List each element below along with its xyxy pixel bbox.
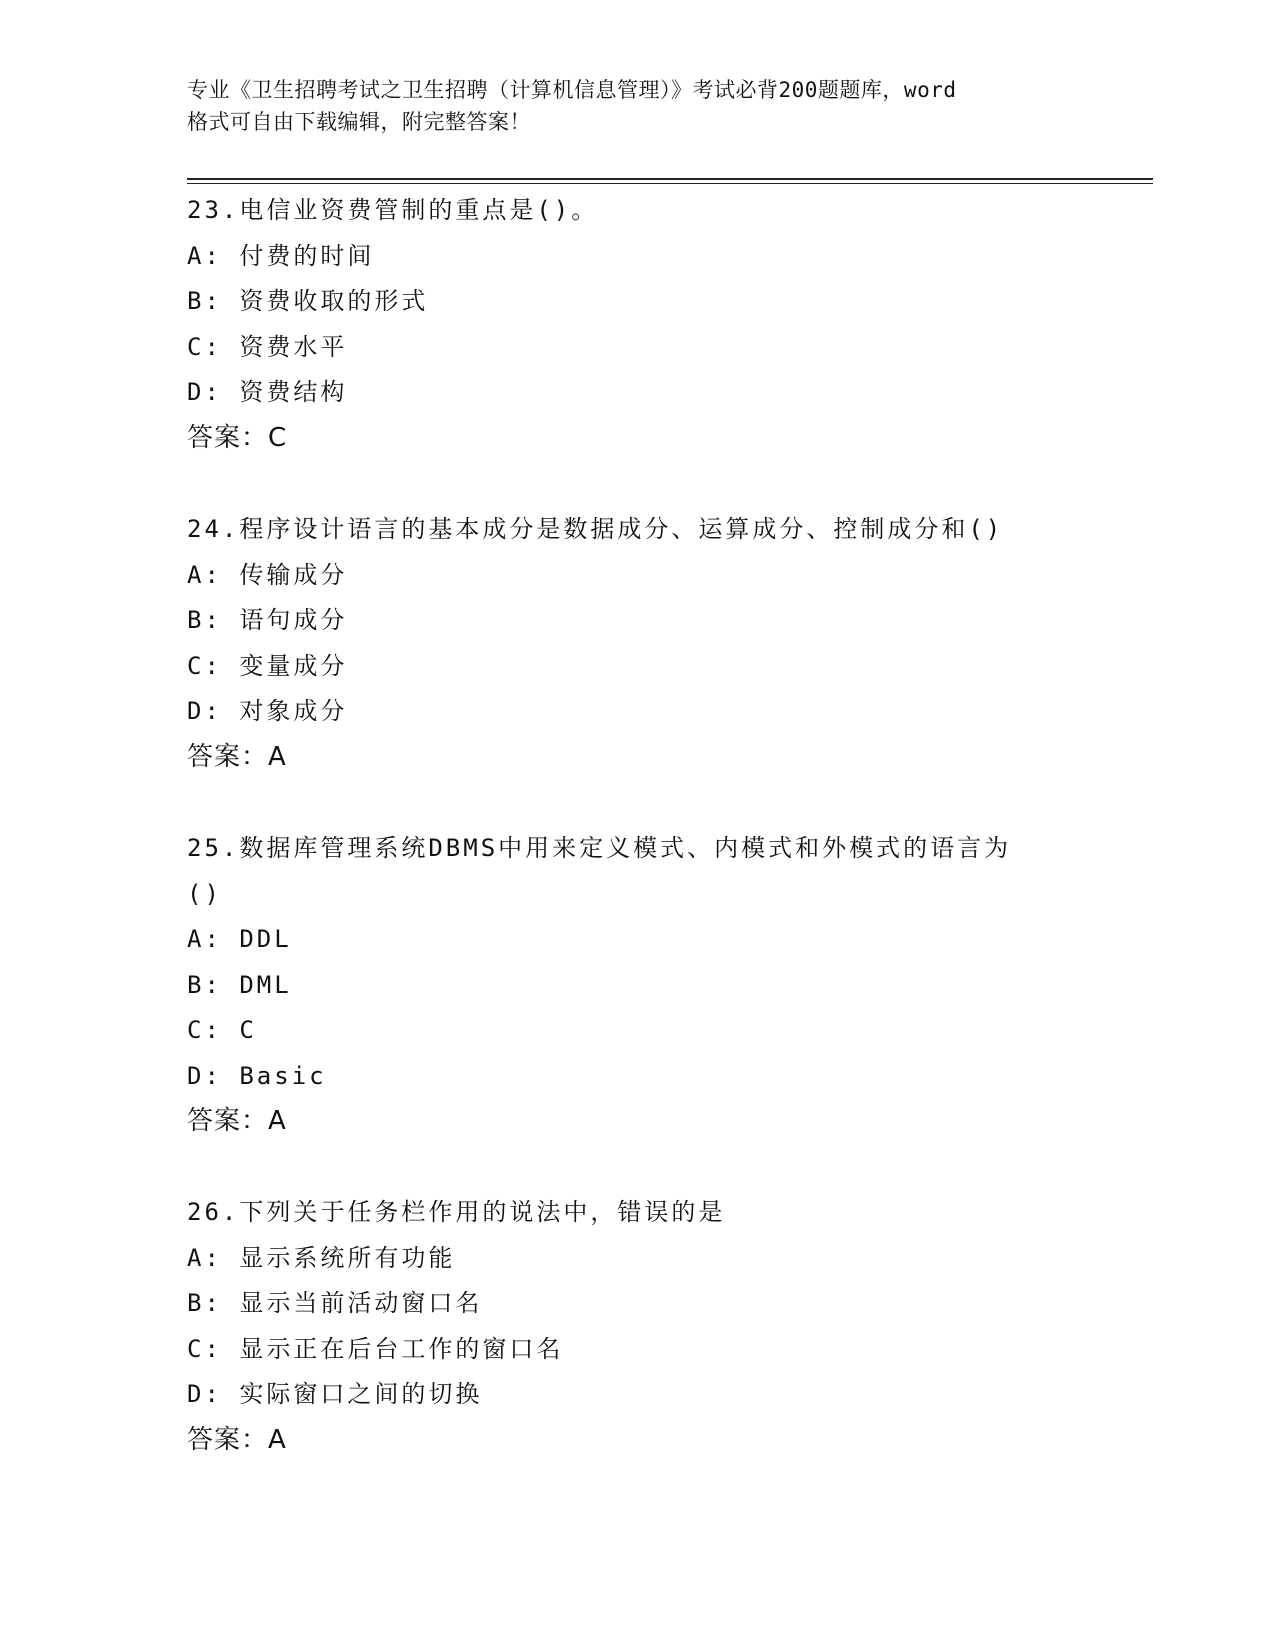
header-line-1: 专业《卫生招聘考试之卫生招聘（计算机信息管理）》考试必背200题题库，word [187,78,957,102]
answer: 答案：A [187,741,287,772]
option-a: A: 付费的时间 [187,241,375,270]
header-divider-thin [187,183,1153,184]
option-c: C: 显示正在后台工作的窗口名 [187,1334,564,1363]
question-25 [187,826,1087,1145]
question-stem: 26.下列关于任务栏作用的说法中，错误的是 [187,1198,726,1226]
document-header [187,74,1097,138]
option-d: D: 对象成分 [187,697,348,725]
header-line-2: 格式可自由下载编辑，附完整答案！ [187,110,531,134]
option-b: B: DML [187,970,292,999]
option-b: B: 资费收取的形式 [187,287,429,315]
option-c: C: 资费水平 [187,332,348,361]
answer: 答案：A [187,1106,287,1136]
option-a: A: DDL [187,925,292,953]
question-stem: 24.程序设计语言的基本成分是数据成分、运算成分、控制成分和() [187,515,1004,543]
option-d: D: Basic [187,1061,327,1090]
option-d: D: 实际窗口之间的切换 [187,1380,483,1408]
question-24 [187,507,1087,780]
option-c: C: 变量成分 [187,651,348,680]
answer: 答案：C [187,422,288,453]
question-stem: 25.数据库管理系统DBMS中用来定义模式、内模式和外模式的语言为 [187,834,1012,862]
answer: 答案：A [187,1424,287,1455]
option-a: A: 显示系统所有功能 [187,1243,456,1272]
option-d: D: 资费结构 [187,378,348,406]
question-23 [187,188,1087,461]
question-stem-continued: () [187,879,222,908]
question-26 [187,1190,1087,1463]
option-b: B: 显示当前活动窗口名 [187,1289,483,1317]
question-stem: 23.电信业资费管制的重点是()。 [187,196,599,224]
option-c: C: C [187,1016,257,1044]
header-divider-thick [187,178,1153,180]
option-a: A: 传输成分 [187,560,348,589]
option-b: B: 语句成分 [187,606,348,634]
